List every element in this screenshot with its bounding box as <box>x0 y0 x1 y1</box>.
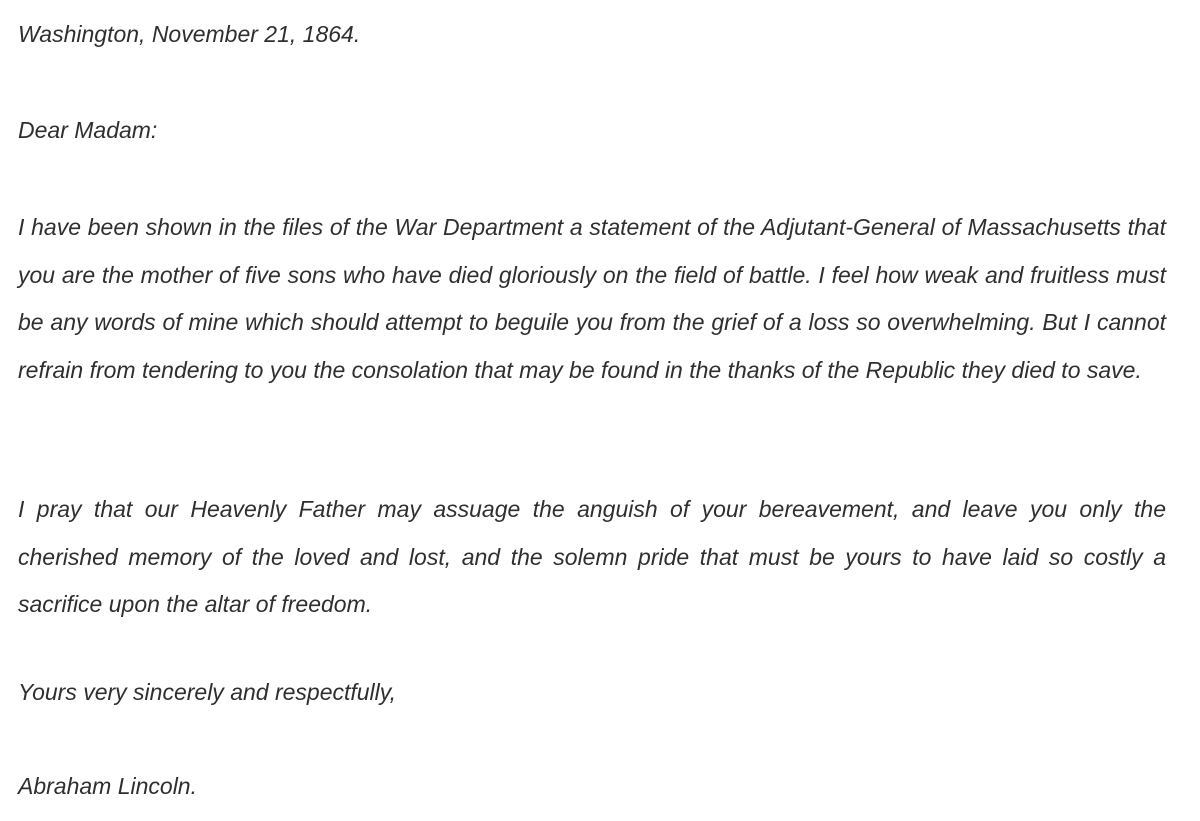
letter-signature: Abraham Lincoln. <box>18 773 197 799</box>
letter-paragraph: I have been shown in the files of the War Department a statement of the Adjutant-General of Massachusetts that you are the mother of five sons who have died gloriously on the field of battle. I feel how weak and fruitless must be any words of mine which should attempt to beguile you from the grief of a loss so overwhelming. But I cannot refrain from tendering to you the consolation that may be found in the thanks of the Republic they died to save. <box>18 214 1166 383</box>
letter-salutation: Dear Madam: <box>18 117 158 143</box>
letter-dateline: Washington, November 21, 1864. <box>18 21 361 47</box>
letter-closing: Yours very sincerely and respectfully, <box>18 679 396 705</box>
letter-paragraph: I pray that our Heavenly Father may assuage the anguish of your bereavement, and leave you only the cherished memory of the loved and lost, and the solemn pride that must be yours to have laid so costly a sacrifice upon the altar of freedom. <box>18 496 1166 617</box>
